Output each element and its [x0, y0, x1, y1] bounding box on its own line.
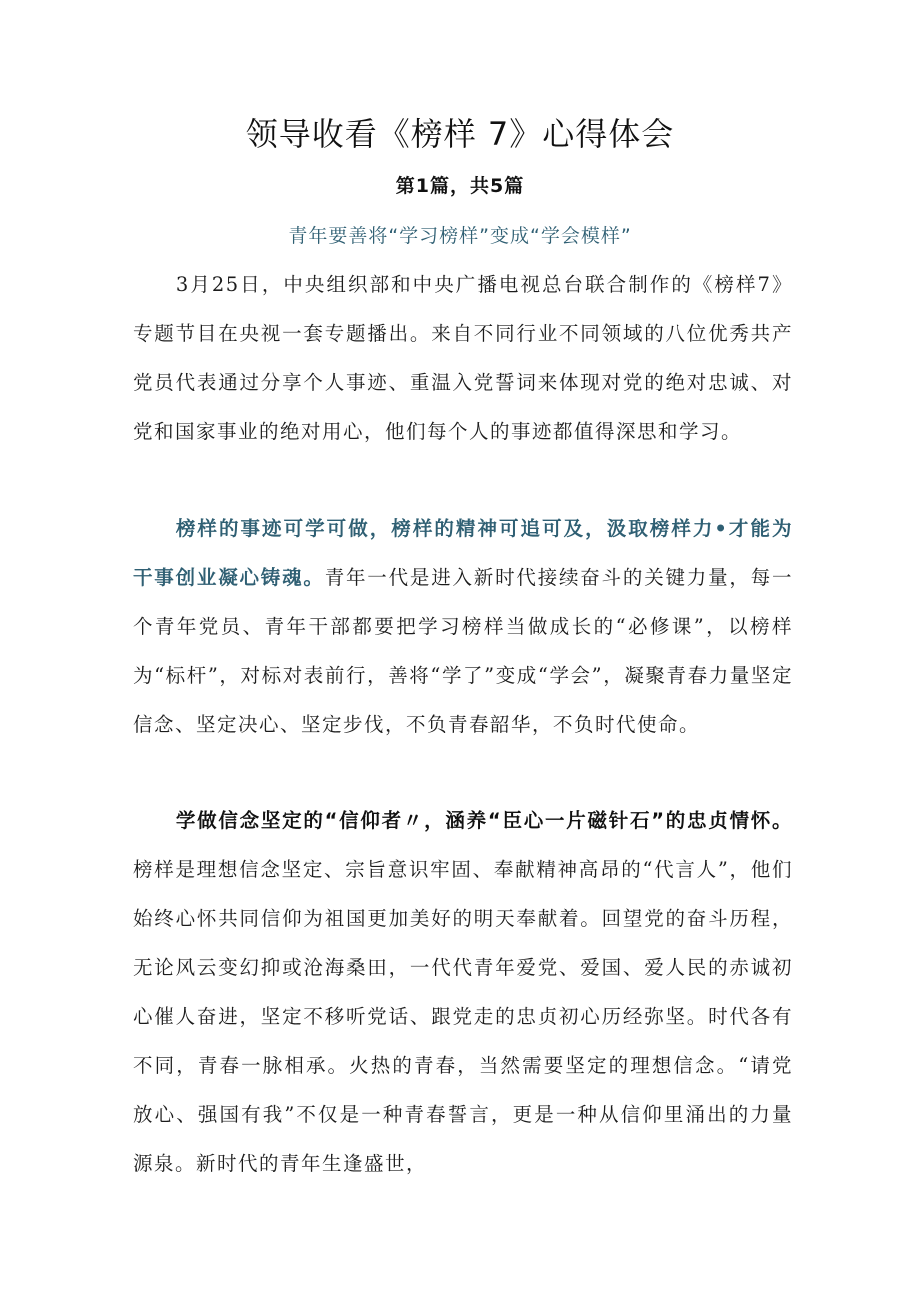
paragraph-1 [133, 260, 793, 456]
paragraph-text: 3月25日，中央组织部和中央广播电视总台联合制作的《榜样7》专题节目在央视一套专题播出。来自不同行业不同领域的八位优秀共产党员代表通过分享个人事迹、重温入党誓词来体现对党的绝对忠诚、对党和国家事业的绝对用心，他们每个人的事迹都值得深思和学习。 [133, 273, 793, 443]
article-heading: 青年要善将“学习榜样”变成“学会模样” [288, 225, 632, 247]
paragraph-body [133, 504, 793, 749]
paragraph-lead: 榜样的事迹可学可做，榜样的精神可追可及，汲取榜样力•才能为干事创业凝心铸魂。 [133, 517, 793, 589]
paragraph-3 [133, 796, 793, 1188]
paragraph-text: 青年一代是进入新时代接续奋斗的关键力量，每一个青年党员、青年干部都要把学习榜样当做成长的“必修课”，以榜样为“标杆”，对标对表前行，善将“学了”变成“学会”，凝聚青春力量坚定信念、坚定决心、坚定步伐，不负青春韶华，不负时代使命。 [133, 566, 793, 736]
paragraph-lead: 学做信念坚定的“信仰者〃，涵养“臣心一片磁针石”的忠贞情怀。 [175, 809, 793, 832]
paragraph-text: 榜样是理想信念坚定、宗旨意识牢固、奉献精神高昂的“代言人”，他们始终心怀共同信仰为祖国更加美好的明天奉献着。回望党的奋斗历程，无论风云变幻抑或沧海桑田，一代代青年爱党、爱国、爱人民的赤诚初心催人奋进，坚定不移听党话、跟党走的忠贞初心历经弥坚。时代各有不同，青春一脉相承。火热的青春，当然需要坚定的理想信念。“请党放心、强国有我”不仅是一种青春誓言，更是一种从信仰里涌出的力量源泉。新时代的青年生逢盛世， [133, 858, 793, 1175]
paragraph-2 [133, 504, 793, 749]
document-title: 领导收看《榜样 7》心得体会 [245, 115, 675, 153]
part-indicator: 第1篇，共5篇 [395, 175, 525, 197]
paragraph-body [133, 796, 793, 1188]
